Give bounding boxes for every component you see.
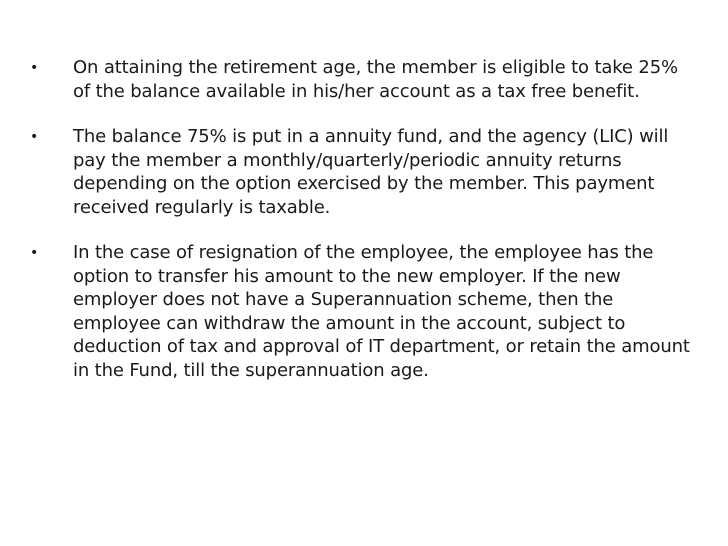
bullet-text: The balance 75% is put in a annuity fund, and the agency (LIC) will pay the member a monthly/quarterly/periodic annuity returns depending on the option exercised by the member. This payment received regularly is taxable. [73, 126, 669, 218]
bullet-text: In the case of resignation of the employee, the employee has the option to transfer his amount to the new employer. If the new employer does not have a Superannuation scheme, then the employee can withdraw the amount in the account, subject to deduction of tax and approval of IT department, or retain the amount in the Fund, till the superannuation age. [73, 242, 690, 381]
bullet-text: On attaining the retirement age, the member is eligible to take 25% of the balance available in his/her account as a tax free benefit. [73, 57, 678, 102]
bullet-icon: • [30, 244, 39, 262]
bullet-item-annuity [30, 125, 695, 219]
bullet-icon: • [30, 128, 39, 146]
bullet-item-resignation [30, 241, 695, 382]
bullet-list [30, 56, 695, 404]
bullet-item-retirement [30, 56, 695, 103]
bullet-icon: • [30, 59, 39, 77]
